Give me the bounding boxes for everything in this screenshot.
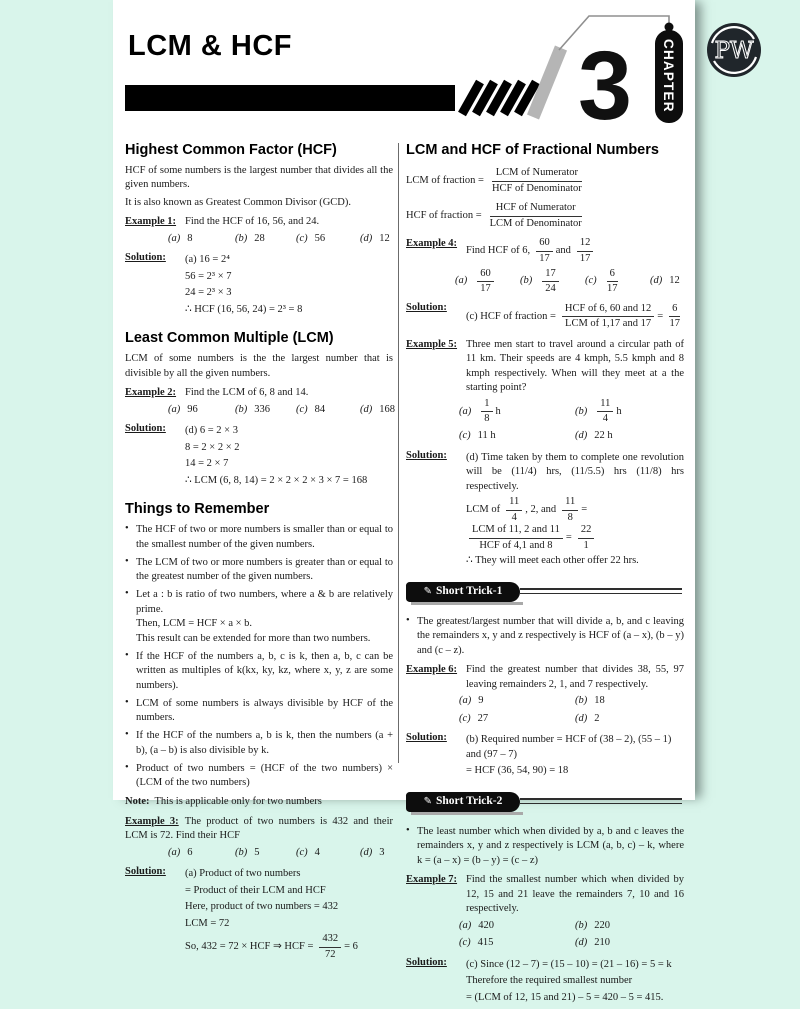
option [360,846,393,860]
fraction-denominator: 24 [545,283,556,295]
option-letter: (a) [168,232,181,244]
chapter-badge-label: CHAPTER [661,39,676,113]
option-unit: h [616,405,622,417]
banner-rule-lines [520,588,682,594]
formula-label: LCM of fraction = [406,174,484,186]
option-value: 12 [669,275,680,287]
fraction-numerator: 17 [542,268,559,283]
solution-line: = (LCM of 12, 15 and 21) – 5 = 420 – 5 = 415. [466,991,664,1003]
equation-text: (c) HCF of fraction = [466,310,556,322]
solution-line: (c) Since (12 – 7) = (15 – 10) = (21 – 16) = 5 = k [466,958,672,970]
option [650,274,684,288]
solution-line [466,496,684,552]
fraction-denominator: 17 [579,252,591,264]
option-value: 415 [477,937,494,949]
equation-text: = 6 [344,941,358,953]
fraction [481,398,492,426]
option [585,268,650,296]
question-text: and [555,245,571,257]
fraction [536,237,553,265]
example-question: The product of two numbers is 432 and their LCM is 72. Find their HCF [125,815,393,842]
page-title: LCM & HCF [128,30,292,62]
solution-4 [406,301,684,333]
left-column [125,138,393,966]
fraction-numerator: 60 [536,237,553,252]
option-letter: (d) [360,846,373,858]
option [459,712,575,726]
option-letter: (d) [360,232,373,244]
solution-7 [406,956,684,1007]
example-label: Example 3: [125,815,179,827]
fraction-numerator: HCF of Numerator [490,202,582,217]
solution-line: (b) Required number = HCF of (38 – 2), (55 – 1) and (97 – 7) [466,734,672,760]
example-2 [125,386,393,400]
short-trick-2-banner [406,792,684,818]
option-letter: (b) [575,919,588,931]
option [168,403,235,417]
heading-things-to-remember: Things to Remember [125,501,270,518]
fraction [562,496,578,524]
option [575,936,684,950]
option-value: 9 [478,695,484,707]
fraction-numerator: 22 [578,524,595,539]
example-6-options [459,694,684,726]
solution-line [466,303,684,331]
lcm-fraction-formula [406,167,684,195]
fraction [477,268,494,296]
solution-body [466,956,684,1007]
fraction-numerator: 1 [481,398,492,413]
equation-text: LCM of [466,503,501,515]
solution-line: ∴ HCF (16, 56, 24) = 2³ = 8 [185,303,303,315]
fraction-numerator: 12 [577,237,594,252]
solution-label: Solution: [125,252,166,264]
option-value: 96 [187,403,198,415]
option [520,268,585,296]
option-letter: (a) [459,919,472,931]
fraction [669,303,680,331]
option [459,398,575,426]
option-letter: (b) [235,232,248,244]
option-value: 4 [314,846,320,858]
option [455,268,520,296]
fraction-denominator: 17 [480,283,491,295]
option-value: 336 [254,403,270,415]
solution-5 [406,449,684,571]
pencil-icon: ✎ [423,585,433,597]
equation-text: = [581,503,588,515]
solution-2 [125,422,393,490]
option-letter: (d) [650,275,663,287]
example-label: Example 1: [125,216,177,228]
option-letter: (a) [459,405,472,417]
fraction-denominator: 4 [511,511,517,523]
fraction-denominator: 72 [325,948,336,960]
solution-label: Solution: [406,449,447,461]
solution-line: (d) 6 = 2 × 3 [185,425,238,437]
solution-label: Solution: [125,423,166,435]
option-value: 3 [379,846,385,858]
option-value: 5 [254,846,260,858]
example-2-options [168,403,393,417]
fraction-denominator: 8 [567,511,573,523]
paragraph: HCF of some numbers is the largest number that divides all the given numbers. [125,165,393,191]
fraction-numerator: LCM of Numerator [492,167,582,182]
short-trick-2-box [406,792,520,812]
example-label: Example 5: [406,338,458,350]
solution-body [466,301,684,333]
option-value: 2 [594,712,600,724]
short-trick-1-banner [406,582,684,608]
option-value: 27 [477,712,489,724]
option-letter: (d) [575,430,588,442]
pw-logo [705,21,763,79]
pencil-icon: ✎ [423,795,433,807]
fraction-denominator: LCM of Denominator [489,217,582,229]
fraction-numerator: 11 [597,398,613,413]
option-value: 210 [594,937,610,949]
option-value: 28 [254,232,265,244]
example-label: Example 7: [406,874,458,886]
example-5-options [459,398,684,444]
fraction [490,202,582,230]
solution-label: Solution: [406,301,447,313]
bullet-item: • If the HCF of the numbers a, b is k, then the numbers (a + b), (a – b) is also divisible by k. [125,729,393,758]
short-trick-1-box [406,582,520,602]
bullet-item: • Let a : b is ratio of two numbers, where a & b are relatively prime. Then, LCM = HCF × a × b. This result can be extended for more than two numbers. [125,588,393,646]
option-letter: (b) [575,405,588,417]
fraction [319,933,341,961]
solution-line: ∴ They will meet each other offer 22 hrs. [466,555,639,567]
bullet-item: • LCM of some numbers is always divisible by HCF of the numbers. [125,697,393,726]
bullet-item: • The LCM of two or more numbers is greater than or equal to the greatest number of the given numbers. [125,556,393,585]
solution-line: LCM = 72 [185,917,230,929]
example-question [466,237,684,265]
option-letter: (c) [296,232,308,244]
bullet-item: • Product of two numbers = (HCF of the two numbers) × (LCM of the two numbers) [125,762,393,791]
option-value: 84 [314,403,326,415]
option [459,429,575,443]
solution-body [185,422,393,490]
chapter-header-graphic [113,0,695,135]
fraction-numerator: LCM of 11, 2 and 11 [469,524,563,539]
fraction-denominator: LCM of 1,17 and 17 [565,318,652,330]
solution-line: 24 = 2³ × 3 [185,287,232,299]
option [296,232,360,246]
option-letter: (b) [575,695,588,707]
bullet-item: • If the HCF of the numbers a, b, c is k, then a, b, c can be written as multiples of k(kx, ky, kz, where x, y, z are some numbers). [125,650,393,693]
heading-fractional: LCM and HCF of Fractional Numbers [406,142,659,158]
banner-shadow [411,812,523,815]
fraction-numerator: 6 [669,303,680,318]
option [168,846,235,860]
option-value: 420 [478,919,494,931]
fraction-denominator: HCF of Denominator [491,182,582,194]
option-letter: (c) [296,403,308,415]
option [235,232,296,246]
trick-1-points [406,615,684,658]
option-value: 220 [594,919,610,931]
fraction [607,268,618,296]
option-letter: (d) [575,712,588,724]
example-question: Three men start to travel around a circular path of 11 km. Their speeds are 4 kmph, 5.5 kmph and 8 kmph respectively. When will they meet at a the starting point? [466,338,684,394]
fraction-denominator: 17 [607,283,618,295]
example-3 [125,815,393,844]
option-value: 56 [314,232,326,244]
option-unit: h [495,405,501,417]
option-letter: (a) [455,275,468,287]
option [235,403,296,417]
fraction [597,398,613,426]
heading-lcm: Least Common Multiple (LCM) [125,330,334,347]
right-column [406,138,684,1009]
short-trick-title: Short Trick-1 [436,584,503,597]
note [125,795,393,809]
option [575,919,684,933]
option [575,398,684,426]
bullet-item: • The least number which when divided by a, b and c leaves the remainders x, y and z respectively is LCM (a, b, c) – k, where k = (a – x) = (b – y) = (c – z) [406,825,684,868]
option-value: 12 [379,232,390,244]
example-1 [125,215,393,229]
fraction-denominator: 1 [583,539,589,551]
option-letter: (c) [585,275,597,287]
solution-label: Solution: [406,732,447,744]
solution-line: = HCF (36, 54, 90) = 18 [466,765,569,777]
option-letter: (a) [168,403,181,415]
option-letter: (c) [459,712,471,724]
option-letter: (d) [575,937,588,949]
example-question: Find the greatest number that divides 38, 55, 97 leaving remainders 2, 1, and 7 respectively. [466,664,684,690]
solution-1 [125,251,393,319]
option-letter: (c) [459,937,471,949]
option-value: 11 h [477,430,496,442]
option [360,403,395,417]
heading-hcf: Highest Common Factor (HCF) [125,142,337,158]
note-label: Note: [125,796,150,808]
option-letter: (d) [360,403,373,415]
equation-text: = [565,532,572,544]
chapter-number: 3 [578,31,632,135]
note-text: This is applicable only for two numbers [154,796,322,808]
option-value: 18 [594,695,605,707]
solution-label: Solution: [406,956,447,968]
solution-line: = Product of their LCM and HCF [185,884,326,896]
option [168,232,235,246]
equation-text: So, 432 = 72 × HCF ⇒ HCF = [185,941,314,953]
solution-line: (a) Product of two numbers [185,868,301,880]
paragraph: LCM of some numbers is the the largest number that is divisible by all the given numbers. [125,353,393,379]
book-page [113,0,695,1003]
question-text: Find HCF of 6, [466,245,531,257]
hcf-fraction-formula [406,202,684,230]
solution-body [185,865,393,963]
solution-body [466,731,684,780]
option-value: 168 [379,403,395,415]
fraction-numerator: 11 [562,496,578,511]
option-letter: (c) [459,430,471,442]
option [459,919,575,933]
fraction [469,524,563,552]
solution-6 [406,731,684,780]
fraction [492,167,582,195]
fraction [506,496,522,524]
option [296,846,360,860]
fraction-denominator: 17 [669,318,681,330]
solution-body [466,449,684,571]
solution-line: (a) 16 = 2⁴ [185,254,230,266]
solution-line: (d) Time taken by them to complete one revolution will be (11/4) hrs, (11/5.5) hrs (11/8) hrs respectively. [466,451,684,492]
fraction [577,237,594,265]
fraction-denominator: 4 [602,413,608,425]
remember-bullets [125,523,393,790]
option-letter: (a) [168,846,181,858]
fraction [578,524,595,552]
example-label: Example 2: [125,387,177,399]
option-value: 22 h [594,430,613,442]
example-question: Find the HCF of 16, 56, and 24. [185,216,320,228]
solution-line: Therefore the required smallest number [466,975,633,987]
solution-label: Solution: [125,866,166,878]
option-letter: (b) [520,275,533,287]
solution-body [185,251,393,319]
banner-shadow [411,602,523,605]
equation-text: , 2, and [525,503,557,515]
equation-text: = [657,310,664,322]
option-letter: (a) [459,695,472,707]
example-7 [406,873,684,916]
example-label: Example 4: [406,238,458,250]
fraction-numerator: 60 [477,268,494,283]
option [575,429,684,443]
solution-line: 8 = 2 × 2 × 2 [185,441,240,453]
example-4 [406,237,684,265]
solution-3 [125,865,393,963]
option-value: 8 [187,232,193,244]
fraction-denominator: 8 [484,413,490,425]
fraction-denominator: 17 [539,252,550,264]
header-black-bar [125,85,455,111]
short-trick-title: Short Trick-2 [436,794,503,807]
option [296,403,360,417]
fraction-numerator: 6 [607,268,618,283]
header-hatch-stripes [462,82,536,114]
banner-rule-lines [520,798,682,804]
option [459,694,575,708]
option [360,232,393,246]
option [575,694,684,708]
option-letter: (c) [296,846,308,858]
option [459,936,575,950]
pw-logo-text: PW [714,38,754,64]
example-5 [406,338,684,396]
solution-line: 14 = 2 × 7 [185,458,229,470]
bullet-item: • The greatest/largest number that will divide a, b, and c leaving the remainders x, y and z respectively is HCF of (a – x), (b – y) and (c – z). [406,615,684,658]
fraction-denominator: HCF of 4,1 and 8 [479,539,553,551]
formula-label: HCF of fraction = [406,210,482,222]
fraction-numerator: 11 [506,496,522,511]
example-6 [406,663,684,692]
header-gray-stripe [533,48,561,117]
fraction-numerator: HCF of 6, 60 and 12 [562,303,654,318]
example-1-options [168,232,393,246]
fraction-numerator: 432 [319,933,341,948]
column-divider [398,143,399,763]
example-question: Find the smallest number which when divided by 12, 15 and 21 leave the remainders 7, 10 and 16 respectively. [466,874,684,915]
fraction [562,303,654,331]
option-letter: (b) [235,846,248,858]
solution-line: 56 = 2³ × 7 [185,270,232,282]
fraction [542,268,559,296]
example-3-options [168,846,393,860]
bullet-item: • The HCF of two or more numbers is smaller than or equal to the smallest number of the given numbers. [125,523,393,552]
option-letter: (b) [235,403,248,415]
example-4-options [455,268,684,296]
example-7-options [459,919,684,951]
example-label: Example 6: [406,664,458,676]
solution-line: Here, product of two numbers = 432 [185,901,339,913]
paragraph: It is also known as Greatest Common Divisor (GCD). [125,196,352,208]
solution-line: ∴ LCM (6, 8, 14) = 2 × 2 × 2 × 3 × 7 = 168 [185,474,368,486]
solution-line [185,933,393,961]
example-question: Find the LCM of 6, 8 and 14. [185,387,309,399]
trick-2-points [406,825,684,868]
option [235,846,296,860]
option [575,712,684,726]
option-value: 6 [187,846,193,858]
